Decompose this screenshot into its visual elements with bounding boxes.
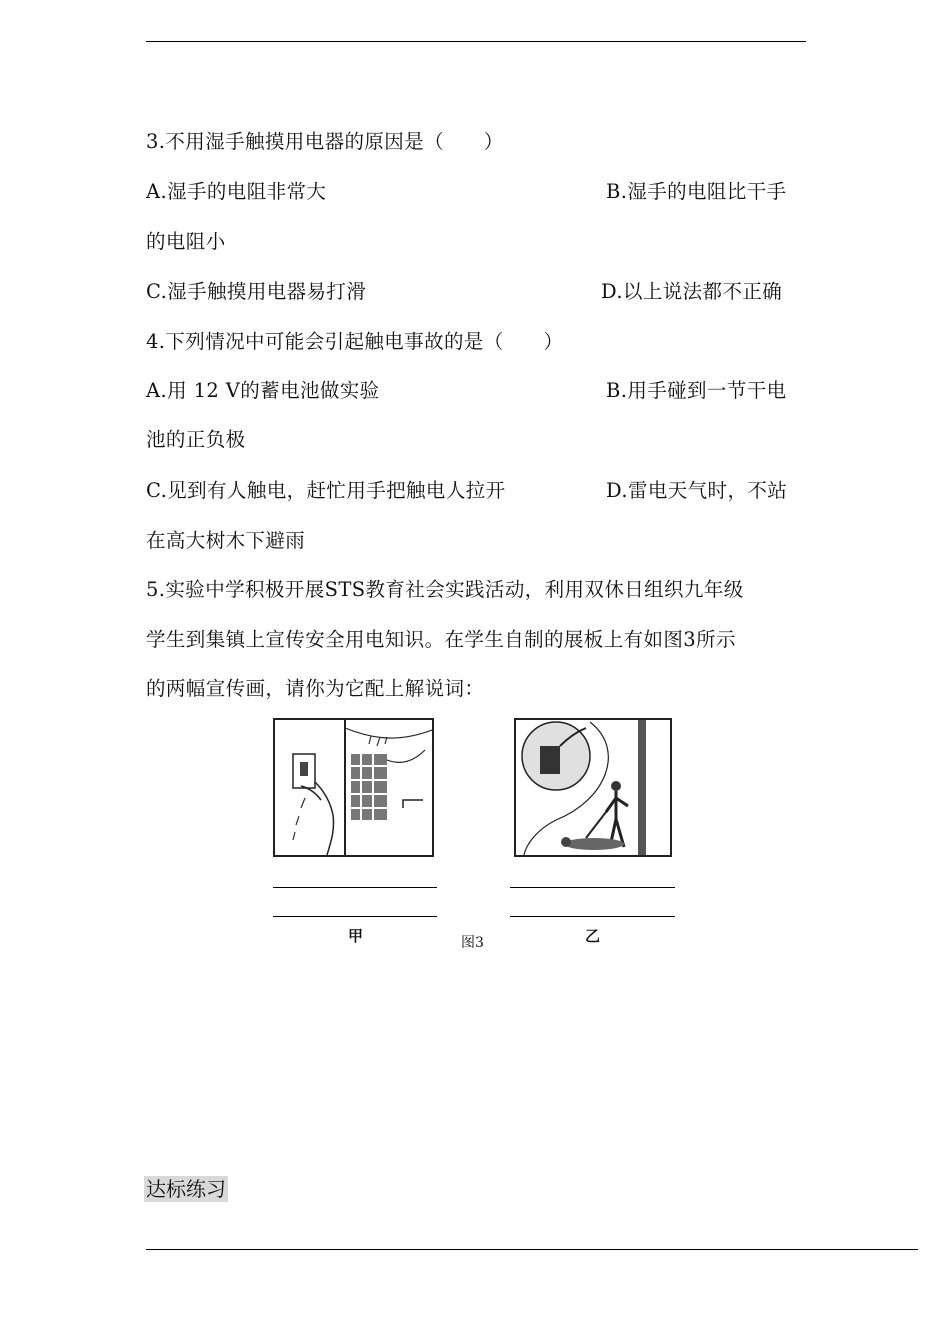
- caption-blank-left-2[interactable]: [273, 916, 437, 917]
- q4-stem: 4.下列情况中可能会引起触电事故的是（ ）: [146, 330, 564, 353]
- q4-option-d-continued: 在高大树木下避雨: [146, 529, 306, 552]
- poster-left-wet-hand-switch: [273, 718, 434, 857]
- q3-option-d: D.以上说法都不正确: [601, 280, 783, 303]
- q4-option-c: C.见到有人触电，赶忙用手把触电人拉开: [146, 479, 506, 502]
- q5-stem-line-3: 的两幅宣传画，请你为它配上解说词：: [146, 677, 485, 700]
- q5-stem-line-1: 5.实验中学积极开展STS教育社会实践活动，利用双休日组织九年级: [146, 578, 744, 601]
- q4-option-a: A.用 12 V的蓄电池做实验: [146, 379, 380, 402]
- q4-option-b-continued: 池的正负极: [146, 428, 246, 451]
- q4-option-d: D.雷电天气时，不站: [606, 479, 788, 502]
- figure-label-left: 甲: [348, 927, 364, 945]
- q5-stem-line-2: 学生到集镇上宣传安全用电知识。在学生自制的展板上有如图3所示: [146, 628, 736, 651]
- poster-right-rescue-with-stick: [514, 718, 672, 857]
- figure-caption: 图3: [461, 935, 484, 951]
- q4-option-b: B.用手碰到一节干电: [606, 379, 787, 402]
- q3-option-b-continued: 的电阻小: [146, 230, 226, 253]
- q3-option-b: B.湿手的电阻比干手: [606, 180, 787, 203]
- q3-option-c: C.湿手触摸用电器易打滑: [146, 280, 367, 303]
- caption-blank-left-1[interactable]: [273, 887, 437, 888]
- caption-blank-right-2[interactable]: [510, 916, 675, 917]
- rescue-illustration: [516, 720, 670, 855]
- footer-rule: [146, 1249, 918, 1250]
- figure-label-right: 乙: [585, 927, 601, 945]
- section-heading: 达标练习: [146, 1177, 226, 1201]
- header-rule: [146, 41, 806, 42]
- wet-hand-illustration: [275, 720, 432, 855]
- q3-stem: 3.不用湿手触摸用电器的原因是（ ）: [146, 130, 504, 153]
- caption-blank-right-1[interactable]: [510, 887, 675, 888]
- q3-option-a: A.湿手的电阻非常大: [146, 180, 327, 203]
